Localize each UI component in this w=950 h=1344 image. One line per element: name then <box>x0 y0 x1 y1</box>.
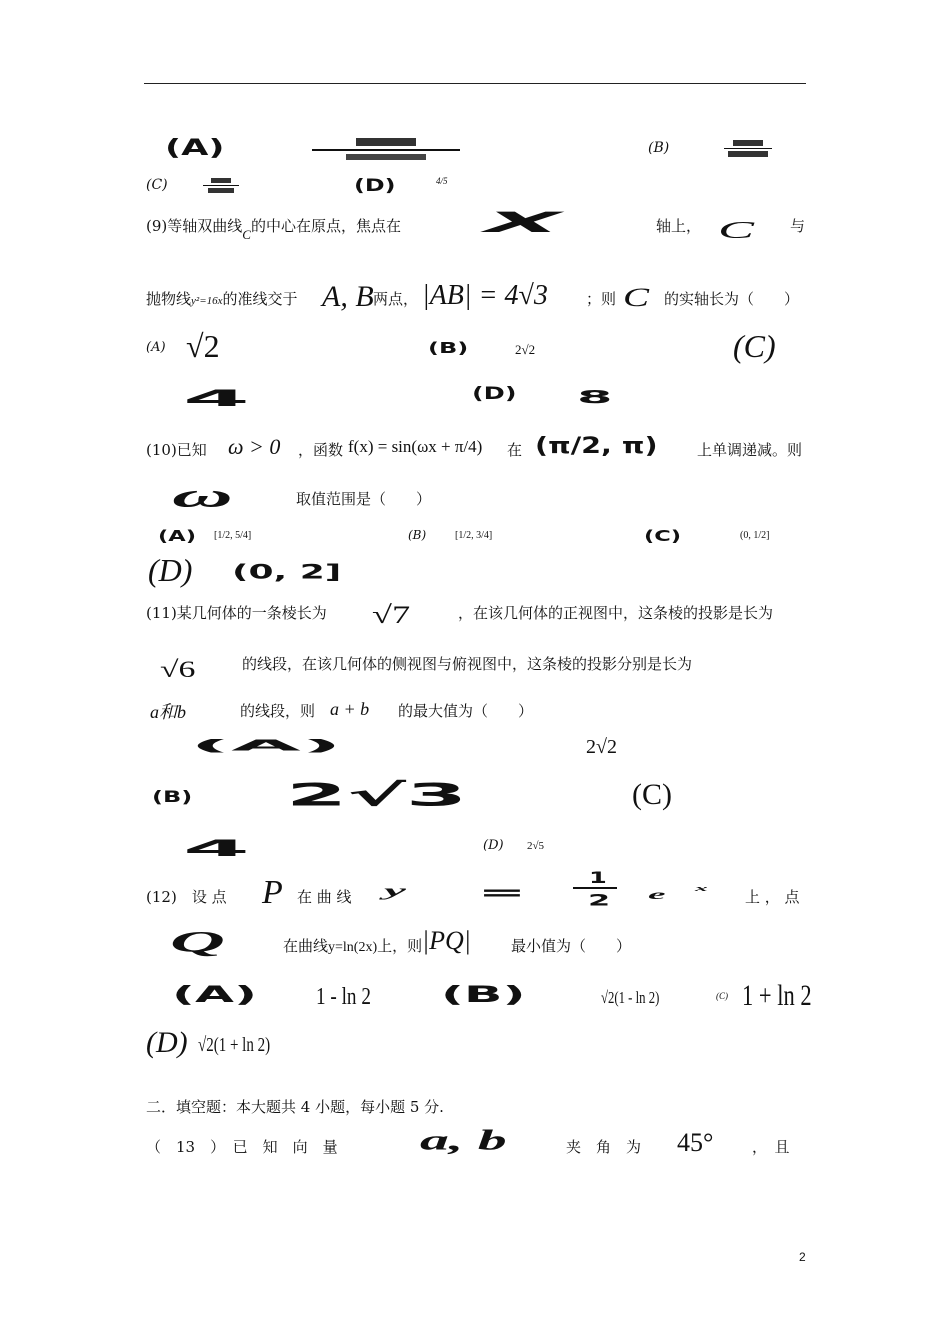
q13-text-and: ， 且 <box>752 1138 790 1156</box>
q12-text-on-curve: 在 曲 线 <box>297 888 352 906</box>
q9-option-a-label: (A) <box>146 340 166 355</box>
q12-curve1-half: 1 2 <box>573 870 617 910</box>
q11-text-side-view: 的线段，在该几何体的侧视图与俯视图中，这条棱的投影分别是长为 <box>242 655 693 673</box>
q12-option-a-value: 1 - ln 2 <box>316 984 371 1010</box>
q11-length-sqrt6: √6 <box>160 656 196 683</box>
q11-text-line1: (11)某几何体的一条棱长为 <box>146 604 327 622</box>
q9-text-and: 与 <box>790 217 806 235</box>
q10-option-b-value: [1/2, 3/4] <box>455 530 493 541</box>
q11-text-segment: 的线段，则 <box>240 702 316 720</box>
q11-option-d-label: (D) <box>483 838 504 853</box>
q12-curve1-y: y <box>384 882 406 900</box>
q12-pq-distance: |PQ| <box>422 926 471 955</box>
q9-option-c-value: 4 <box>183 386 250 412</box>
q8-option-d-value: 4/5 <box>436 176 448 186</box>
q10-omega-condition: ω > 0 <box>228 434 281 459</box>
q9-var-c: C <box>718 217 755 244</box>
q11-option-b-label: (B) <box>152 787 193 806</box>
q9-text-line1: (9)等轴双曲线C的中心在原点，焦点在 <box>146 217 401 242</box>
q11-option-a-label: (A) <box>190 736 342 755</box>
q12-option-b-value: √2(1 - ln 2) <box>601 988 660 1007</box>
q11-option-c-label: (C) <box>632 778 672 811</box>
page-number: 2 <box>799 1250 806 1264</box>
q9-text-axis: 轴上， <box>656 217 702 235</box>
q12-option-d-label: (D) <box>146 1026 188 1059</box>
q9-option-d-value: 8 <box>577 387 613 408</box>
q11-a-and-b: a和b <box>150 702 186 722</box>
q10-option-c-label: (C) <box>644 527 682 545</box>
q10-option-a-label: (A) <box>158 527 196 545</box>
q9-option-b-label: (B) <box>428 339 469 357</box>
q10-text-start: (10)已知 <box>146 441 207 459</box>
q10-interval: (π/2, π) <box>535 434 658 459</box>
q10-option-d-value: (0, 2] <box>232 560 342 584</box>
q11-option-c-value: 4 <box>183 836 250 862</box>
q11-option-d-value: 2√5 <box>527 840 545 852</box>
q9-option-c-label: (C) <box>733 328 776 364</box>
q10-option-b-label: (B) <box>408 528 427 542</box>
q12-curve1-equals: = <box>478 881 526 905</box>
q11-option-b-value: 2√3 <box>286 777 468 814</box>
q8-option-d-label: (D) <box>354 176 396 196</box>
q9-option-a-value: √2 <box>186 328 220 364</box>
q11-text-front-view: ，在该几何体的正视图中，这条棱的投影是长为 <box>458 604 774 622</box>
q10-text-decreasing: 上单调递减。则 <box>697 441 803 459</box>
q9-option-b-value: 2√2 <box>515 342 536 357</box>
q9-axis-x: X <box>473 206 571 240</box>
q8-option-c-fraction <box>203 178 239 193</box>
q12-option-d-value: √2(1 + ln 2) <box>198 1034 271 1056</box>
q12-text-point: 上 ， 点 <box>745 888 800 906</box>
q12-point-p: P <box>262 874 283 911</box>
q10-text-func: ，函数 <box>298 441 344 459</box>
q10-function: f(x) = sin(ωx + π/4) <box>348 437 483 456</box>
q10-option-c-value: (0, 1/2] <box>740 530 770 541</box>
header-rule <box>144 83 806 84</box>
q11-length-sqrt7: √7 <box>372 601 411 630</box>
q8-option-a-fraction <box>312 138 460 160</box>
q8-option-a-label: (A) <box>165 136 225 161</box>
q9-ab-length: |AB| = 4√3 <box>422 280 548 311</box>
q8-option-b-fraction <box>724 140 772 157</box>
q9-var-c-2: C <box>623 283 650 312</box>
q13-text-start: （ 13 ） 已 知 向 量 <box>146 1138 338 1156</box>
q11-text-max: 的最大值为（ ） <box>398 702 534 720</box>
q11-option-a-value: 2√2 <box>586 736 617 758</box>
q9-text-then: ；则 <box>586 290 617 308</box>
q12-option-c-value: 1 + ln 2 <box>742 979 812 1012</box>
q9-text-parabola: 抛物线y²=16x的准线交于 <box>146 290 298 308</box>
q9-text-question: 的实轴长为（ ） <box>664 290 800 308</box>
q13-vectors: a, b <box>420 1124 507 1157</box>
q12-point-q: Q <box>170 924 225 959</box>
q10-option-a-value: [1/2, 5/4] <box>214 530 252 541</box>
q12-text-start: (12) 设 点 <box>146 888 227 906</box>
q13-text-angle: 夹 角 为 <box>566 1138 642 1156</box>
q10-text-on: 在 <box>507 441 523 459</box>
q12-option-b-label: (B) <box>441 981 526 1008</box>
q8-option-b-label: (B) <box>648 140 670 156</box>
q13-angle-value: 45° <box>677 1128 714 1157</box>
section2-heading: 二．填空题：本大题共 4 小题，每小题 5 分. <box>146 1098 444 1116</box>
q12-text-curve2: 在曲线y=ln(2x)上，则 <box>283 937 423 955</box>
q10-text-range: 取值范围是（ ） <box>296 490 432 508</box>
q10-omega-symbol: ω <box>172 477 233 515</box>
q12-option-c-label: (C) <box>716 991 728 1001</box>
q12-text-min: 最小值为（ ） <box>511 937 632 955</box>
q9-points-ab: A, B <box>322 280 374 313</box>
q8-option-c-label: (C) <box>146 177 168 193</box>
q11-sum-expression: a + b <box>330 699 370 719</box>
q9-text-two-points: 两点， <box>373 290 419 308</box>
q12-curve1-exp: e $^x$ <box>648 884 708 903</box>
q10-option-d-label: (D) <box>148 552 193 588</box>
q9-option-d-label: (D) <box>472 384 517 404</box>
q12-option-a-label: (A) <box>172 981 258 1008</box>
